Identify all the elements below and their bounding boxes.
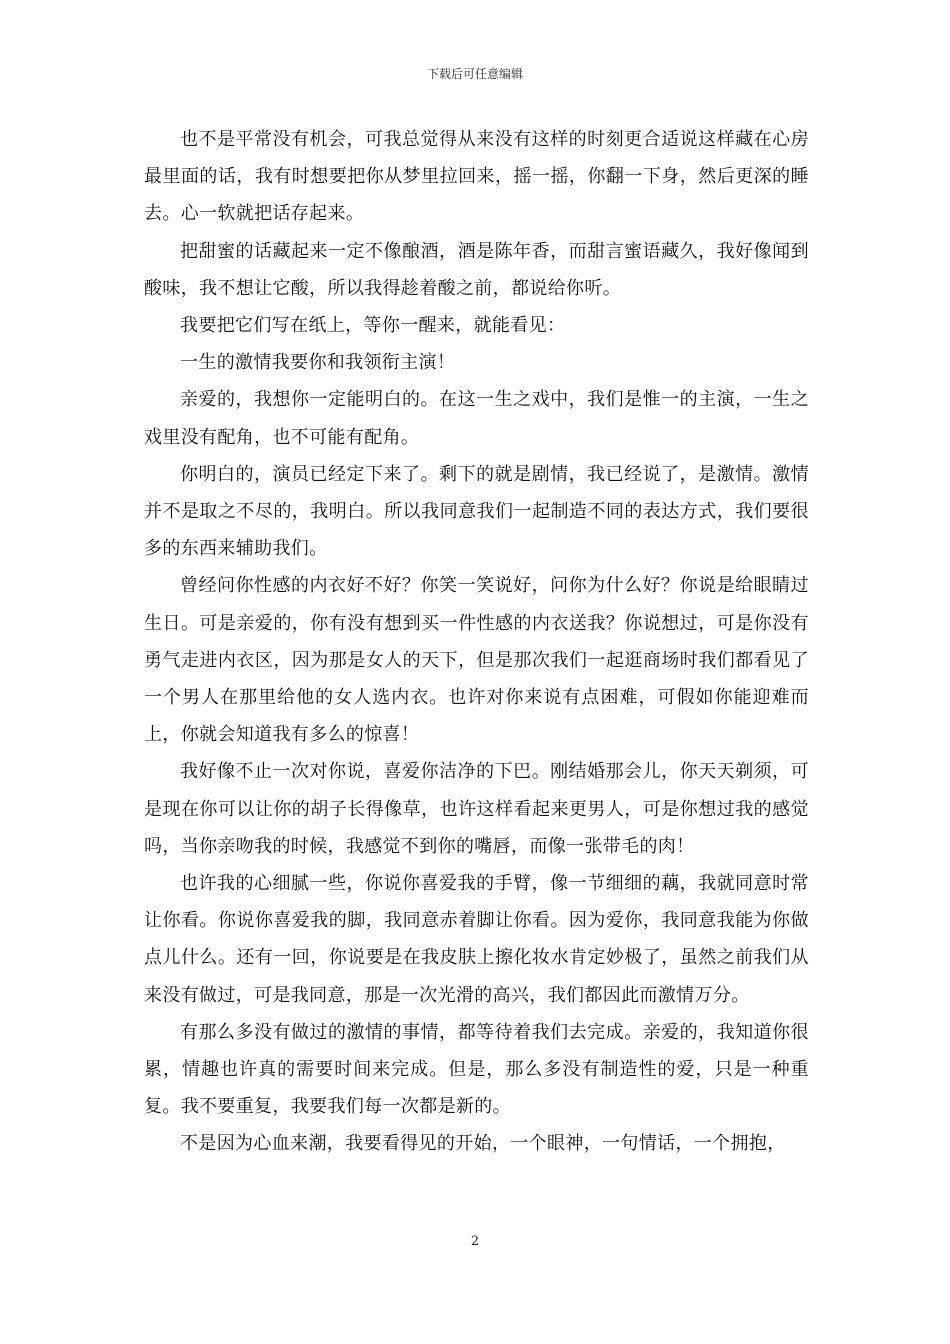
paragraph: 不是因为心血来潮，我要看得见的开始，一个眼神，一句情话，一个拥抱，: [180, 1133, 786, 1155]
document-body: [144, 121, 809, 1163]
paragraph: 曾经问你性感的内衣好不好？你笑一笑说好，问你为什么好？你说是给眼睛过生日。可是亲爱的，你有没有想到买一件性感的内衣送我？你说想过，可是你没有勇气走进内衣区，因为那是女人的天下，但是那次我们一起逛商场时我们都看见了一个男人在那里给他的女人选内衣。也许对你来说有点困难，可假如你能迎难而上，你就会知道我有多么的惊喜！: [144, 575, 809, 746]
paragraph: 亲爱的，我想你一定能明白的。在这一生之戏中，我们是惟一的主演，一生之戏里没有配角，也不可能有配角。: [144, 389, 809, 448]
paragraph: 我好像不止一次对你说，喜爱你洁净的下巴。刚结婚那会儿，你天天剃须，可是现在你可以让你的胡子长得像草，也许这样看起来更男人，可是你想过我的感觉吗，当你亲吻我的时候，我感觉不到你的嘴唇，而像一张带毛的肉！: [144, 761, 809, 857]
paragraph: 有那么多没有做过的激情的事情，都等待着我们去完成。亲爱的，我知道你很累，情趣也许真的需要时间来完成。但是，那么多没有制造性的爱，只是一种重复。我不要重复，我要我们每一次都是新的。: [144, 1021, 809, 1118]
paragraph: 也许我的心细腻一些，你说你喜爱我的手臂，像一节细细的藕，我就同意时常让你看。你说你喜爱我的脚，我同意赤着脚让你看。因为爱你，我同意我能为你做点儿什么。还有一回，你说要是在我皮肤上擦化妆水肯定妙极了，虽然之前我们从来没有做过，可是我同意，那是一次光滑的高兴，我们都因此而激情万分。: [144, 873, 809, 1006]
paragraph: 也不是平常没有机会，可我总觉得从来没有这样的时刻更合适说这样藏在心房最里面的话，我有时想要把你从梦里拉回来，摇一摇，你翻一下身，然后更深的睡去。心一软就把话存起来。: [144, 129, 809, 225]
paragraph: 我要把它们写在纸上，等你一醒来，就能看见：: [180, 315, 566, 337]
paragraph: 把甜蜜的话藏起来一定不像酿酒，酒是陈年香，而甜言蜜语藏久，我好像闻到酸味，我不想让它酸，所以我得趁着酸之前，都说给你听。: [144, 240, 809, 299]
paragraph: 一生的激情我要你和我领衔主演！: [180, 352, 456, 374]
page-number: 2: [470, 1234, 480, 1249]
page-header: 下载后可任意编辑: [426, 67, 523, 81]
paragraph: 你明白的，演员已经定下来了。剩下的就是剧情，我已经说了，是激情。激情并不是取之不尽的，我明白。所以我同意我们一起制造不同的表达方式，我们要很多的东西来辅助我们。: [144, 463, 809, 560]
